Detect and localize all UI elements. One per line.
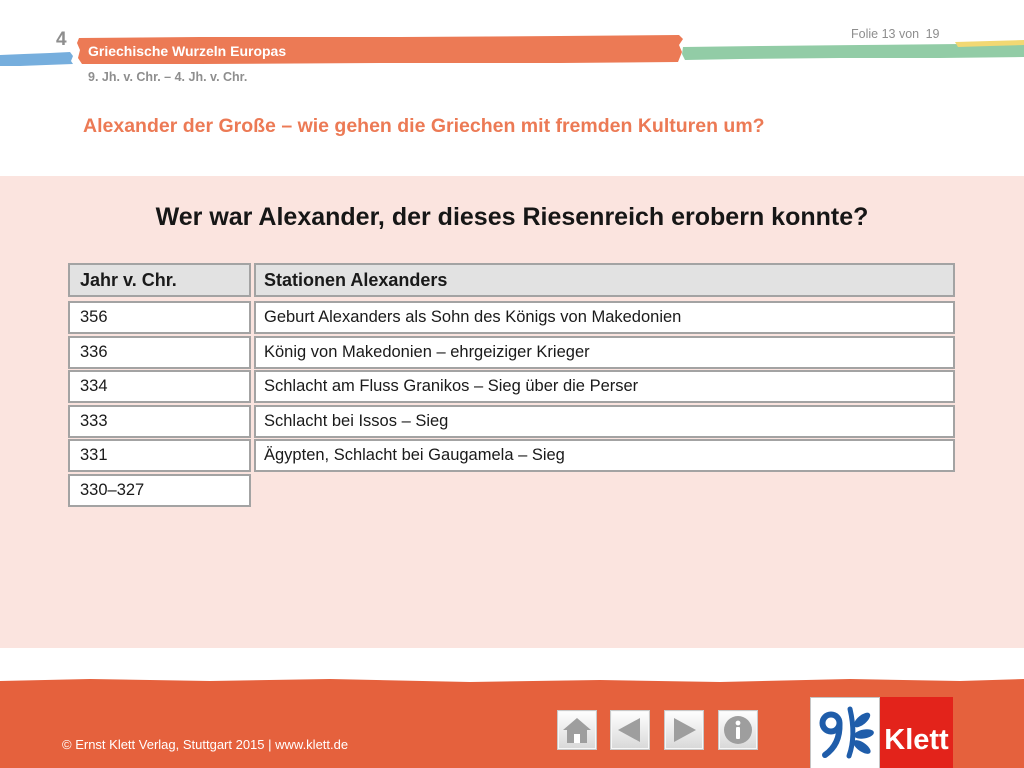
- klett-logo-text: Klett: [884, 724, 949, 756]
- previous-slide-button[interactable]: [610, 710, 650, 750]
- station-cell: König von Makedonien – ehrgeiziger Krieger: [254, 336, 955, 369]
- info-button[interactable]: [718, 710, 758, 750]
- year-cell: 336: [68, 336, 251, 369]
- year-cell: 356: [68, 301, 251, 334]
- topic-title: Alexander der Große – wie gehen die Griechen mit fremden Kulturen um?: [83, 115, 765, 137]
- next-slide-button[interactable]: [664, 710, 704, 750]
- slide-counter-total: 19: [925, 27, 940, 41]
- year-cell: 331: [68, 439, 251, 472]
- home-button[interactable]: [557, 710, 597, 750]
- station-cell: Schlacht am Fluss Granikos – Sieg über die Perser: [254, 370, 955, 403]
- station-cell: Ägypten, Schlacht bei Gaugamela – Sieg: [254, 439, 955, 472]
- next-icon: [665, 711, 703, 749]
- table-row: [0, 336, 1024, 369]
- slide-counter-prefix: Folie: [851, 27, 879, 41]
- year-cell: 330–327: [68, 474, 251, 507]
- copyright-notice: © Ernst Klett Verlag, Stuttgart 2015 | www.klett.de: [62, 737, 349, 752]
- table-header-year: Jahr v. Chr.: [68, 263, 251, 297]
- table-row: [0, 370, 1024, 403]
- chapter-title: Griechische Wurzeln Europas: [88, 43, 287, 59]
- slide-counter-separator: von: [898, 27, 920, 41]
- table-row: [0, 474, 1024, 507]
- table-row: [0, 439, 1024, 472]
- question-heading: Wer war Alexander, der dieses Riesenreich erobern konnte?: [155, 203, 869, 231]
- home-icon: [558, 711, 596, 749]
- klett-logo-wordmark-box: [880, 697, 953, 768]
- slide-counter-current: 13: [881, 27, 896, 41]
- station-cell: Schlacht bei Issos – Sieg: [254, 405, 955, 438]
- table-row: [0, 301, 1024, 334]
- slide-counter: [851, 28, 940, 41]
- table-header-row: [0, 263, 1024, 297]
- table-row: [0, 405, 1024, 438]
- period-label: 9. Jh. v. Chr. – 4. Jh. v. Chr.: [88, 70, 248, 84]
- chapter-number: 4: [56, 29, 67, 50]
- year-cell: 333: [68, 405, 251, 438]
- table-header-stations: Stationen Alexanders: [254, 263, 955, 297]
- year-cell: 334: [68, 370, 251, 403]
- klett-logo: [810, 697, 953, 768]
- info-icon: [719, 711, 757, 749]
- header-stripe-blue: [0, 52, 73, 66]
- klett-logo-icon: [811, 698, 879, 768]
- station-cell: Geburt Alexanders als Sohn des Königs von Makedonien: [254, 301, 955, 334]
- klett-logo-mark: [810, 697, 880, 768]
- previous-icon: [611, 711, 649, 749]
